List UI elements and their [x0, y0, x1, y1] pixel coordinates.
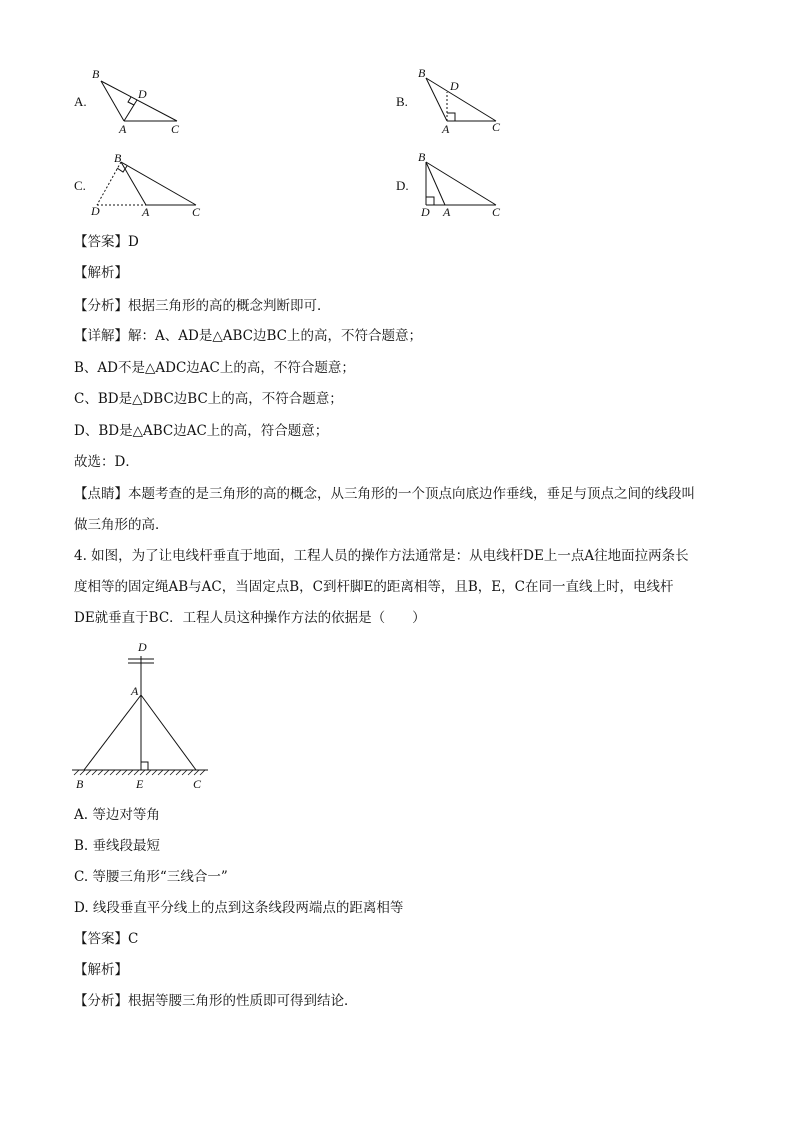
option-d-label: D. [396, 178, 409, 193]
fig-b-label-d: D [450, 79, 459, 93]
fig-d-label-b: B [418, 150, 426, 164]
q3-fenxi: 【分析】根据三角形的高的概念判断即可． [74, 298, 331, 314]
q3-analysis-heading: 【解析】 [74, 265, 128, 281]
option-c-label: C. [74, 178, 86, 193]
fig-a-label-d: D [138, 87, 147, 101]
q3-dianjing-2: 做三角形的高． [74, 517, 169, 533]
fig-d-label-d: D [421, 205, 430, 219]
q4-option-a: A. 等边对等角 [74, 807, 160, 823]
q4-stem-3: DE就垂直于BC．工程人员这种操作方法的依据是（ ） [74, 610, 426, 626]
q3-detail-2: B、AD不是△ADC边AC上的高，不符合题意； [74, 360, 355, 376]
q4-label-e: E [136, 777, 144, 791]
q4-answer: 【答案】C [74, 931, 139, 947]
fig-b-label-c: C [492, 120, 501, 134]
fig-d-label-c: C [492, 205, 501, 219]
q3-detail-4: D、BD是△ABC边AC上的高，符合题意； [74, 423, 329, 439]
q4-analysis-heading: 【解析】 [74, 962, 128, 978]
q4-option-c: C. 等腰三角形“三线合一” [74, 869, 228, 885]
fig-c-label-b: B [114, 151, 122, 165]
q3-detail-3: C、BD是△DBC边BC上的高，不符合题意； [74, 391, 343, 407]
q3-dianjing-1: 【点睛】本题考查的是三角形的高的概念，从三角形的一个顶点向底边作垂线，垂足与顶点之间的线段叫 [74, 486, 695, 502]
rope-ab [84, 695, 141, 770]
q3-choose: 故选：D． [74, 454, 139, 470]
q4-option-b: B. 垂线段最短 [74, 838, 161, 854]
q4-option-d: D. 线段垂直平分线上的点到这条线段两端点的距离相等 [74, 900, 404, 916]
q4-label-b: B [76, 777, 84, 791]
fig-a-label-a: A [119, 122, 127, 136]
q4-label-c: C [193, 777, 202, 791]
fig-d-label-a: A [443, 205, 451, 219]
q4-fenxi: 【分析】根据等腰三角形的性质即可得到结论． [74, 993, 358, 1009]
ground-hatching [74, 770, 205, 775]
option-a-label: A. [74, 94, 87, 109]
fig-a-label-c: C [171, 122, 180, 136]
q4-label-d: D [138, 640, 147, 654]
fig-c-label-d: D [91, 204, 100, 218]
fig-c-label-c: C [192, 205, 201, 219]
q4-label-a: A [131, 684, 139, 698]
option-b-label: B. [396, 94, 408, 109]
q4-stem-2: 度相等的固定绳AB与AC，当固定点B，C到杆脚E的距离相等，且B，E，C在同一直线上时，电线杆 [74, 579, 674, 595]
q4-stem-1: 4. 如图，为了让电线杆垂直于地面，工程人员的操作方法通常是：从电线杆DE上一点A往地面拉两条长 [74, 548, 689, 564]
q3-detail-1: 【详解】解：A、AD是△ABC边BC上的高，不符合题意； [74, 328, 422, 344]
q3-answer: 【答案】D [74, 234, 139, 250]
fig-a-label-b: B [92, 67, 100, 81]
rope-ac [141, 695, 196, 770]
fig-b-label-b: B [418, 66, 426, 80]
fig-b-label-a: A [442, 122, 450, 136]
fig-c-label-a: A [142, 205, 150, 219]
